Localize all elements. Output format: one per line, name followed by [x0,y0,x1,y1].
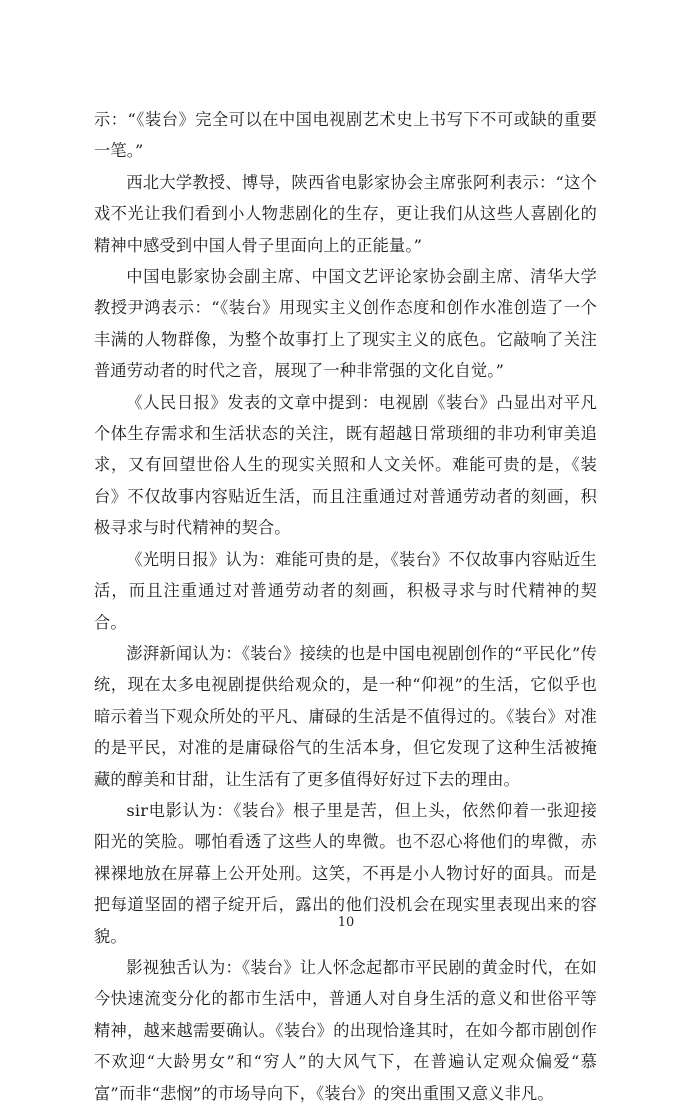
paragraph-yingshi-dushe: 影视独舌认为：《装台》让人怀念起都市平民剧的黄金时代，在如今快速流变分化的都市生活中，普通人对自身生活的意义和世俗平等精神，越来越需要确认。《装台》的出现恰逢其时，在如今都市剧创作不欢迎“大龄男女”和“穷人”的大风气下，在普遍认定观众偏爱“慕富”而非“悲悯”的市场导向下，《装台》的突出重围又意义非凡。 [94,957,597,1103]
page-number: 10 [337,915,355,930]
paragraph-yin-hong: 中国电影家协会副主席、中国文艺评论家协会副主席、清华大学教授尹鸿表示：“《装台》用现实主义创作态度和创作水准创造了一个丰满的人物群像，为整个故事打上了现实主义的底色。它敲响了关注普通劳动者的时代之音，展现了一种非常强的文化自觉。” [94,267,597,381]
paragraph-guangming-daily: 《光明日报》认为：难能可贵的是，《装台》不仅故事内容贴近生活，而且注重通过对普通劳动者的刻画，积极寻求与时代精神的契合。 [94,549,597,632]
document-body [94,104,597,1109]
paragraph-sir-movie: sir电影认为：《装台》根子里是苦，但上头，依然仰着一张迎接阳光的笑脸。哪怕看透了这些人的卑微。也不忍心将他们的卑微，赤裸裸地放在屏幕上公开处刑。这笑，不再是小人物讨好的面具。而是把每道坚固的褶子绽开后，露出的他们没机会在现实里表现出来的容貌。 [94,800,597,946]
paragraph-quote-continuation: 示：“《装台》完全可以在中国电视剧艺术史上书写下不可或缺的重要一笔。” [94,110,597,161]
paragraph-peoples-daily: 《人民日报》发表的文章中提到：电视剧《装台》凸显出对平凡个体生存需求和生活状态的关注，既有超越日常琐细的非功利审美追求，又有回望世俗人生的现实关照和人文关怀。难能可贵的是，《装台》不仅故事内容贴近生活，而且注重通过对普通劳动者的刻画，积极寻求与时代精神的契合。 [94,392,597,538]
paragraph-the-paper: 澎湃新闻认为：《装台》接续的也是中国电视剧创作的“平民化”传统，现在太多电视剧提供给观众的，是一种“仰视”的生活，它似乎也暗示着当下观众所处的平凡、庸碌的生活是不值得过的。《装台》对准的是平民，对准的是庸碌俗气的生活本身，但它发现了这种生活被掩藏的醇美和甘甜，让生活有了更多值得好好过下去的理由。 [94,643,597,789]
paragraph-zhang-ali: 西北大学教授、博导，陕西省电影家协会主席张阿利表示：“这个戏不光让我们看到小人物悲剧化的生存，更让我们从这些人喜剧化的精神中感受到中国人骨子里面向上的正能量。” [94,172,597,255]
